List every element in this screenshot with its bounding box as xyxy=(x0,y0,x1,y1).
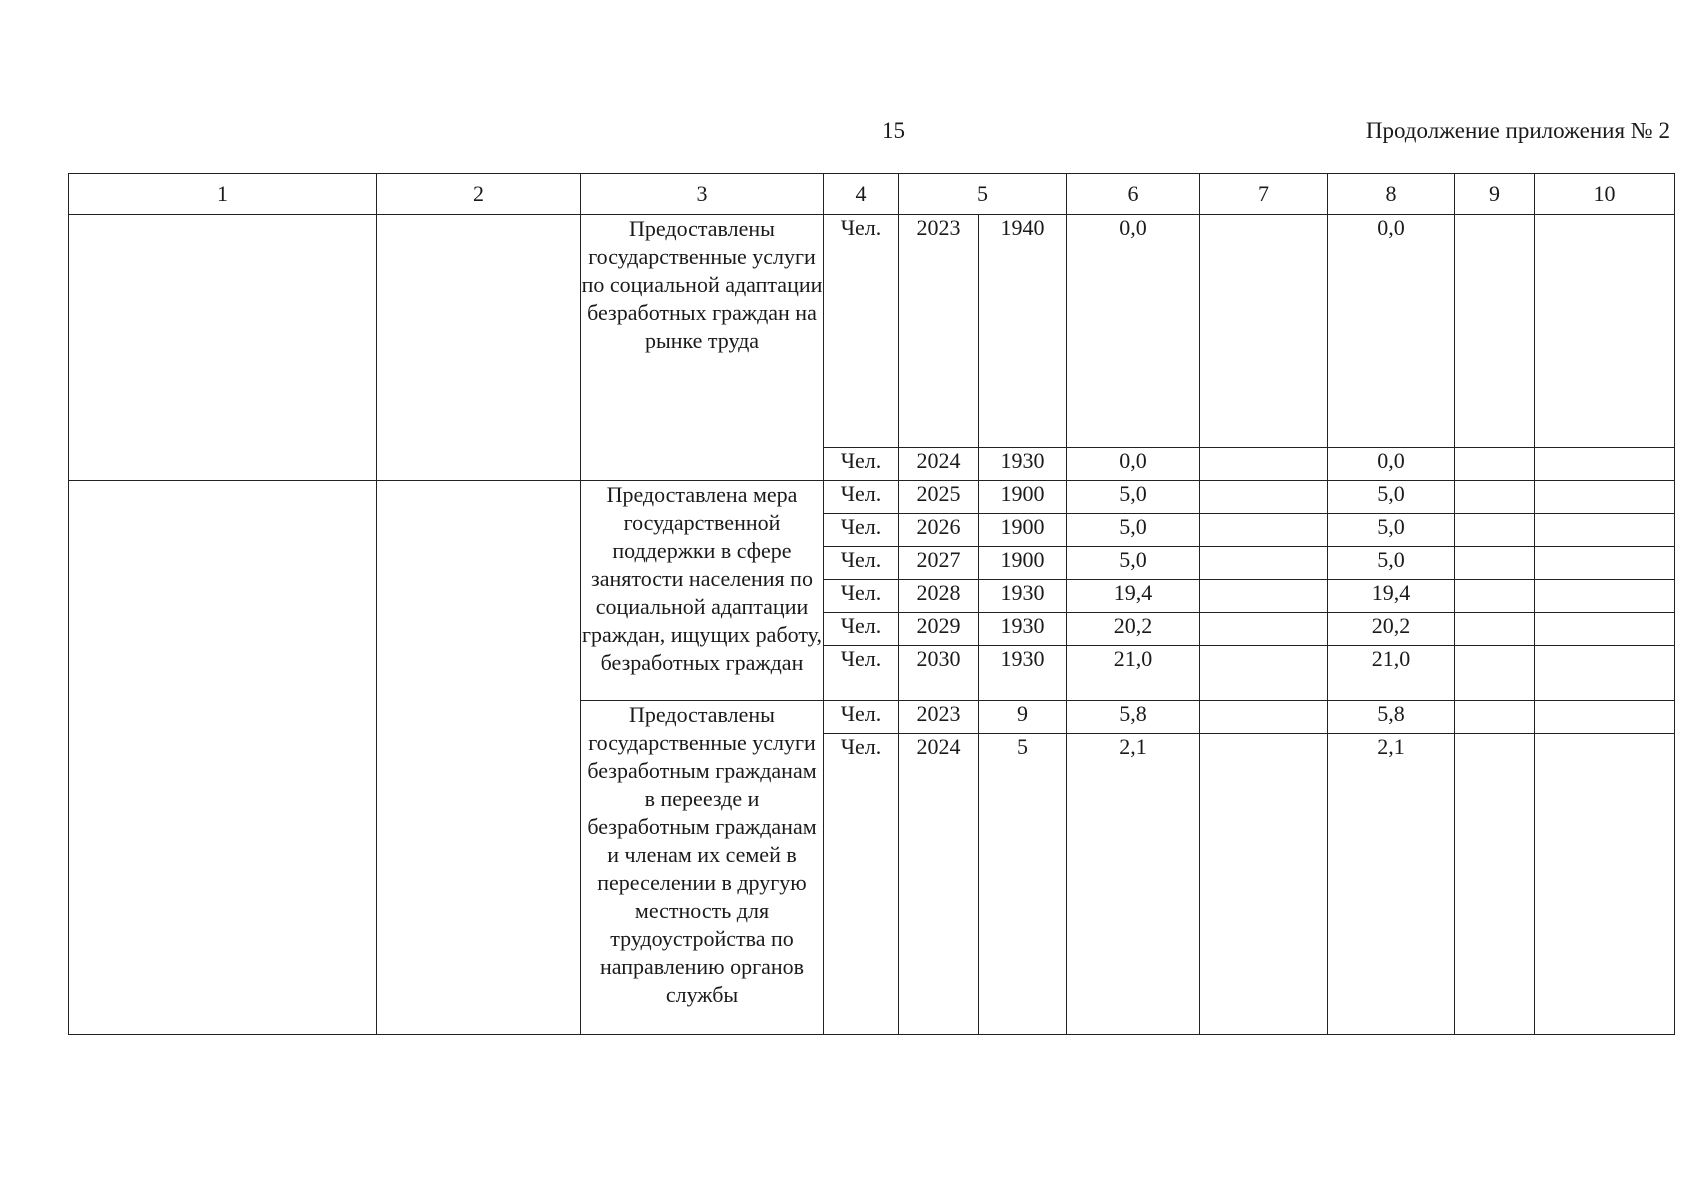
col9-cell xyxy=(1455,215,1535,448)
col6-cell: 0,0 xyxy=(1067,448,1200,481)
count-cell: 5 xyxy=(979,734,1067,1035)
col9-cell xyxy=(1455,514,1535,547)
col7-cell xyxy=(1200,547,1328,580)
unit-cell: Чел. xyxy=(824,481,899,514)
col8-cell: 19,4 xyxy=(1328,580,1455,613)
unit-cell: Чел. xyxy=(824,448,899,481)
indicator-description: Предоставлены государственные услуги безработным гражданам в переезде и безработным гражданам и членам их семей в переселении в другую местность для трудоустройства по направлению органов службы xyxy=(581,701,824,1035)
unit-cell: Чел. xyxy=(824,646,899,701)
col6-cell: 21,0 xyxy=(1067,646,1200,701)
col8-cell: 5,8 xyxy=(1328,701,1455,734)
count-cell: 1930 xyxy=(979,448,1067,481)
col8-cell: 5,0 xyxy=(1328,481,1455,514)
col10-cell xyxy=(1535,613,1675,646)
col8-cell: 0,0 xyxy=(1328,448,1455,481)
year-cell: 2024 xyxy=(899,448,979,481)
col7-cell xyxy=(1200,448,1328,481)
col10-cell xyxy=(1535,547,1675,580)
indicator-description: Предоставлены государственные услуги по социальной адаптации безработных граждан на рынке труда xyxy=(581,215,824,481)
col7-cell xyxy=(1200,734,1328,1035)
col9-cell xyxy=(1455,580,1535,613)
indicator-description: Предоставлена мера государственной поддержки в сфере занятости населения по социальной адаптации граждан, ищущих работу, безработных граждан xyxy=(581,481,824,701)
appendix-table xyxy=(68,173,1675,1035)
continuation-label: Продолжение приложения № 2 xyxy=(1365,118,1670,143)
year-cell: 2029 xyxy=(899,613,979,646)
unit-cell: Чел. xyxy=(824,613,899,646)
column-header: 7 xyxy=(1200,174,1328,215)
col8-cell: 0,0 xyxy=(1328,215,1455,448)
col9-cell xyxy=(1455,734,1535,1035)
column-header-row xyxy=(69,174,1675,215)
column-header: 8 xyxy=(1328,174,1455,215)
count-cell: 1900 xyxy=(979,547,1067,580)
col7-cell xyxy=(1200,514,1328,547)
table-row xyxy=(69,481,1675,514)
unit-cell: Чел. xyxy=(824,547,899,580)
year-cell: 2023 xyxy=(899,701,979,734)
column-header: 5 xyxy=(899,174,1067,215)
year-cell: 2027 xyxy=(899,547,979,580)
column-header: 9 xyxy=(1455,174,1535,215)
col10-cell xyxy=(1535,481,1675,514)
column-header: 2 xyxy=(377,174,581,215)
year-cell: 2023 xyxy=(899,215,979,448)
col8-cell: 20,2 xyxy=(1328,613,1455,646)
col6-cell: 2,1 xyxy=(1067,734,1200,1035)
year-cell: 2030 xyxy=(899,646,979,701)
col6-cell: 5,0 xyxy=(1067,481,1200,514)
col10-cell xyxy=(1535,215,1675,448)
col10-cell xyxy=(1535,701,1675,734)
unit-cell: Чел. xyxy=(824,734,899,1035)
column-header: 6 xyxy=(1067,174,1200,215)
count-cell: 1930 xyxy=(979,613,1067,646)
column-header: 4 xyxy=(824,174,899,215)
col6-cell: 5,0 xyxy=(1067,547,1200,580)
column-header: 10 xyxy=(1535,174,1675,215)
col7-cell xyxy=(1200,580,1328,613)
col7-cell xyxy=(1200,646,1328,701)
col6-cell: 19,4 xyxy=(1067,580,1200,613)
col10-cell xyxy=(1535,646,1675,701)
count-cell: 1900 xyxy=(979,481,1067,514)
count-cell: 9 xyxy=(979,701,1067,734)
year-cell: 2024 xyxy=(899,734,979,1035)
column-header: 3 xyxy=(581,174,824,215)
year-cell: 2028 xyxy=(899,580,979,613)
col8-cell: 21,0 xyxy=(1328,646,1455,701)
year-cell: 2026 xyxy=(899,514,979,547)
col10-cell xyxy=(1535,514,1675,547)
col8-cell: 2,1 xyxy=(1328,734,1455,1035)
unit-cell: Чел. xyxy=(824,514,899,547)
column-header: 1 xyxy=(69,174,377,215)
page-number: 15 xyxy=(882,118,905,143)
col7-cell xyxy=(1200,701,1328,734)
col6-cell: 0,0 xyxy=(1067,215,1200,448)
year-cell: 2025 xyxy=(899,481,979,514)
col7-cell xyxy=(1200,481,1328,514)
col7-cell xyxy=(1200,613,1328,646)
count-cell: 1900 xyxy=(979,514,1067,547)
count-cell: 1930 xyxy=(979,580,1067,613)
col9-cell xyxy=(1455,481,1535,514)
col2-cell xyxy=(377,215,581,481)
col9-cell xyxy=(1455,448,1535,481)
table-row xyxy=(69,215,1675,448)
unit-cell: Чел. xyxy=(824,701,899,734)
col6-cell: 5,0 xyxy=(1067,514,1200,547)
col9-cell xyxy=(1455,547,1535,580)
col9-cell xyxy=(1455,646,1535,701)
col7-cell xyxy=(1200,215,1328,448)
col1-cell xyxy=(69,215,377,481)
col10-cell xyxy=(1535,734,1675,1035)
col6-cell: 5,8 xyxy=(1067,701,1200,734)
unit-cell: Чел. xyxy=(824,215,899,448)
col6-cell: 20,2 xyxy=(1067,613,1200,646)
col2-cell xyxy=(377,481,581,1035)
col8-cell: 5,0 xyxy=(1328,547,1455,580)
count-cell: 1930 xyxy=(979,646,1067,701)
col9-cell xyxy=(1455,613,1535,646)
col1-cell xyxy=(69,481,377,1035)
unit-cell: Чел. xyxy=(824,580,899,613)
col8-cell: 5,0 xyxy=(1328,514,1455,547)
col10-cell xyxy=(1535,580,1675,613)
col9-cell xyxy=(1455,701,1535,734)
count-cell: 1940 xyxy=(979,215,1067,448)
col10-cell xyxy=(1535,448,1675,481)
